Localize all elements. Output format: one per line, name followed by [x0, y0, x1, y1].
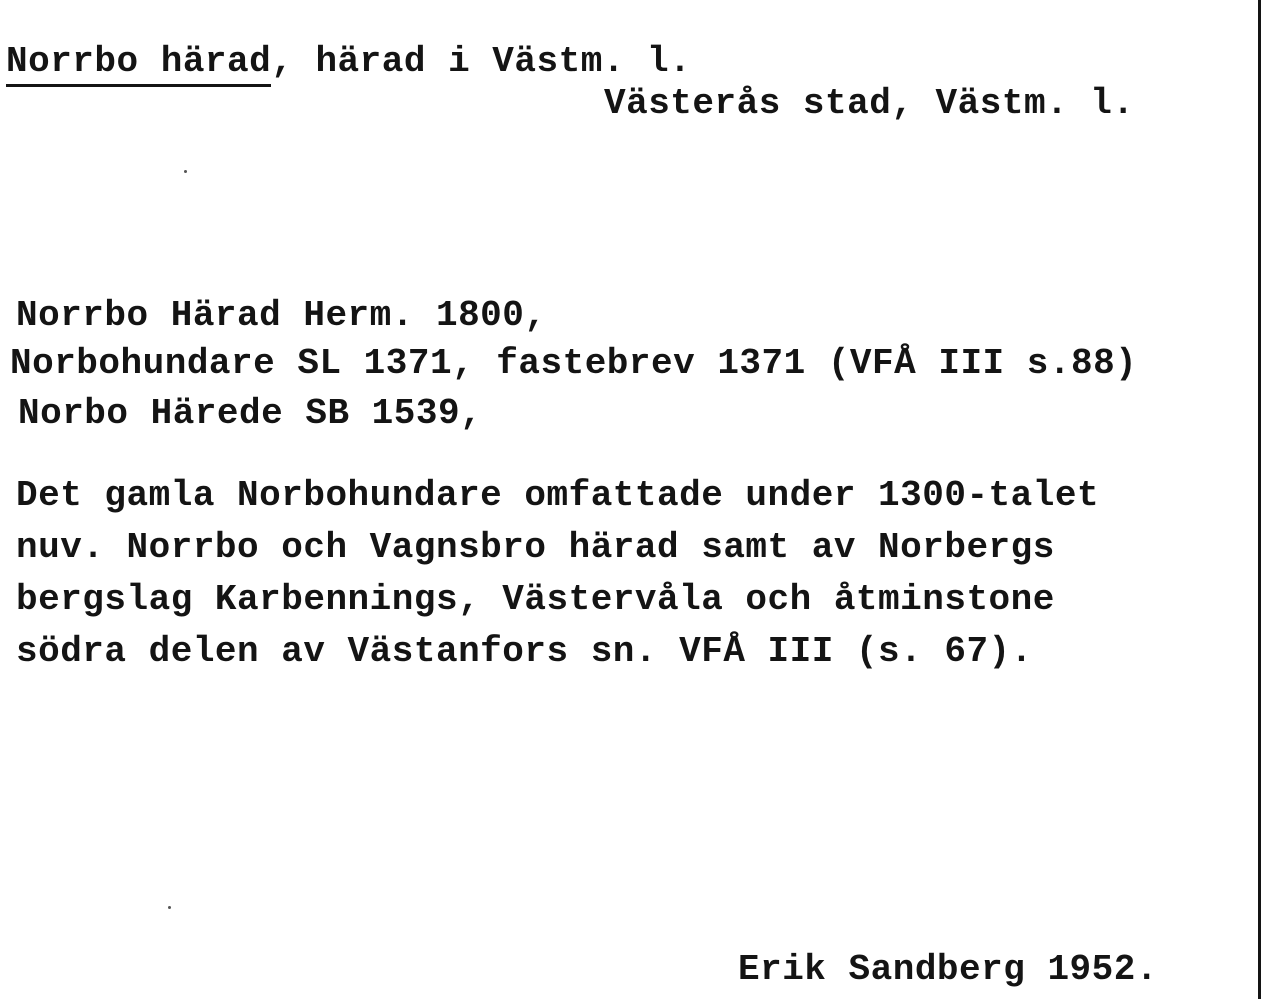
note-line-2: nuv. Norrbo och Vagnsbro härad samt av Norbergs — [16, 527, 1055, 568]
form-line-1: Norrbo Härad Herm. 1800, — [16, 295, 547, 336]
note-line-4: södra delen av Västanfors sn. VFÅ III (s. 67). — [16, 631, 1033, 672]
place-name: Norrbo härad — [6, 41, 271, 87]
note-line-1: Det gamla Norbohundare omfattade under 1300-talet — [16, 475, 1100, 516]
signature: Erik Sandberg 1952. — [738, 949, 1158, 990]
speck — [184, 170, 187, 173]
parish-line: Västerås stad, Västm. l. — [604, 83, 1135, 124]
speck — [168, 906, 171, 909]
place-description: , härad i Västm. l. — [271, 41, 692, 82]
card-heading — [6, 40, 691, 84]
card-edge — [1258, 0, 1261, 999]
note-line-3: bergslag Karbennings, Västervåla och åtminstone — [16, 579, 1055, 620]
form-line-2: Norbohundare SL 1371, fastebrev 1371 (VFÅ III s.88) — [10, 343, 1138, 384]
form-line-3: Norbo Härede SB 1539, — [18, 393, 483, 434]
